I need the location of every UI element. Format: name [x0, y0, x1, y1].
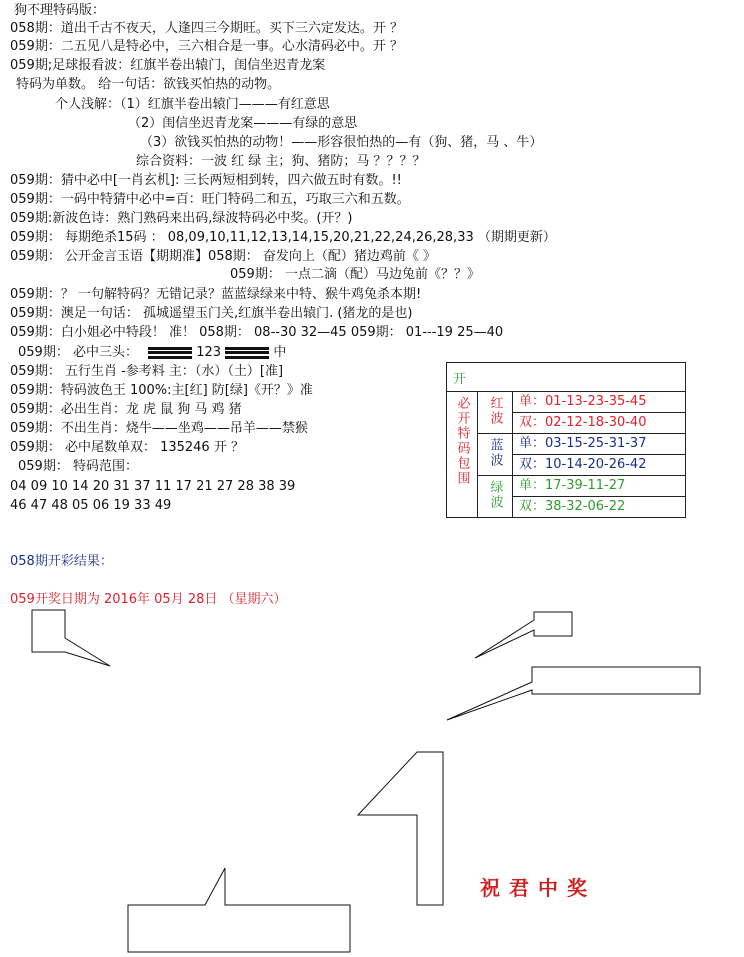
prediction-line: 059期：澳足一句话： 孤城遥望玉门关,红旗半卷出辕门. (猪龙的是也)	[10, 306, 413, 321]
kill-numbers-line: 059期： 每期绝杀15码 ： 08,09,10,11,12,13,14,15,20,21,22,24,26,28,33 （期期更新）	[10, 230, 556, 245]
prediction-line: 059期：猜中必中[一肖玄机]: 三长两短相到转，四六做五时有数。!!	[10, 173, 402, 188]
callout-mid-right	[447, 667, 700, 720]
prediction-line: 059期： 必中尾数单双： 135246 开 ？	[10, 440, 244, 455]
heads-suffix: 中	[273, 345, 287, 360]
range-numbers: 46 47 48 05 06 19 33 49	[10, 498, 172, 513]
heads-number: 123	[196, 345, 222, 360]
result-title: 058期开彩结果：	[10, 554, 113, 569]
table-title: 开	[447, 363, 686, 392]
big-one-shape	[358, 752, 443, 905]
segment-line: 059期：白小姐必中特段！ 准！ 058期： 08--30 32—45 059期： 01---19 25—40	[10, 325, 504, 340]
callout-top-left	[32, 610, 110, 666]
prediction-line: 059期:新波色诗：熟门熟码来出码,绿波特码必中奖。(开？)	[10, 211, 353, 226]
prediction-line: 059期： 五行生肖 -参考料 主：（水）（土）[准]	[10, 364, 284, 379]
interpretation-line: （3）欲钱买怕热的动物！——形容很怕热的—有（狗、猪，马 、牛）	[140, 135, 543, 150]
prediction-line: 059期：不出生肖：烧牛——坐鸡——吊羊——禁猴	[10, 421, 308, 436]
prediction-line: 058期：道出千古不夜天，人逢四三今期旺。买下三六定发达。开 ？	[10, 21, 403, 36]
prediction-line: 059期： 公开金言玉语【期期准】058期： 奋发向上（配）猪边鸡前《 》	[10, 249, 437, 264]
page-header: 狗不理特码版：	[14, 3, 106, 18]
green-single: 单：17-39-11-27	[513, 476, 686, 497]
wave-red-label: 红波	[487, 395, 503, 426]
interpretation-line: （2）闺信坐迟青龙案———有绿的意思	[128, 116, 358, 131]
prediction-line: 059期： 特码范围：	[18, 459, 138, 474]
callout-bottom	[128, 868, 350, 952]
prediction-line: 059期：必出生肖：龙 虎 鼠 狗 马 鸡 猪	[10, 402, 242, 417]
range-numbers: 04 09 10 14 20 31 37 11 17 21 27 28 38 39	[10, 479, 296, 494]
blue-single: 单：03-15-25-31-37	[513, 434, 686, 455]
green-double: 双：38-32-06-22	[513, 497, 686, 518]
prediction-line: 059期;足球报看波：红旗半卷出辕门，闺信坐迟青龙案	[10, 58, 326, 73]
red-single: 单：01-13-23-35-45	[513, 392, 686, 413]
prediction-line: 059期： 一点二滴（配）马边兔前《？？》	[230, 267, 480, 282]
draw-date: 059开奖日期为 2016年 05月 28日 （星期六）	[10, 592, 287, 607]
interpretation-line: 个人浅解：（1）红旗半卷出辕门———有红意思	[55, 97, 330, 112]
prediction-line: 059期：二五见八是特必中，三六相合是一事。心水清码必中。开 ？	[10, 39, 403, 54]
table-label-text: 必开特码包围	[454, 396, 470, 486]
callout-top-right	[475, 612, 572, 658]
heads-label: 059期： 必中三头：	[18, 345, 138, 360]
wave-blue-label: 蓝波	[487, 437, 503, 468]
blue-double: 双：10-14-20-26-42	[513, 455, 686, 476]
prediction-line: 059期：？ 一句解特码？无错记录？蓝蓝绿绿来中特、猴牛鸡兔杀本期!	[10, 287, 422, 302]
good-luck-text: 祝君中奖	[480, 876, 596, 900]
prediction-line: 059期：特码波色王 100%:主[红] 防[绿]《开？》准	[10, 383, 313, 398]
interpretation-line: 综合资料：一波 红 绿 主；狗、猪防；马 ？？？？	[136, 154, 426, 169]
red-double: 双：02-12-18-30-40	[513, 413, 686, 434]
wave-green-label: 绿波	[487, 479, 503, 510]
prediction-line: 特码为单数。 给一句话：欲钱买怕热的动物。	[16, 77, 281, 92]
prediction-line: 059期：一码中特猜中必中=百：旺门特码二和五，巧取三六和五数。	[10, 192, 410, 207]
